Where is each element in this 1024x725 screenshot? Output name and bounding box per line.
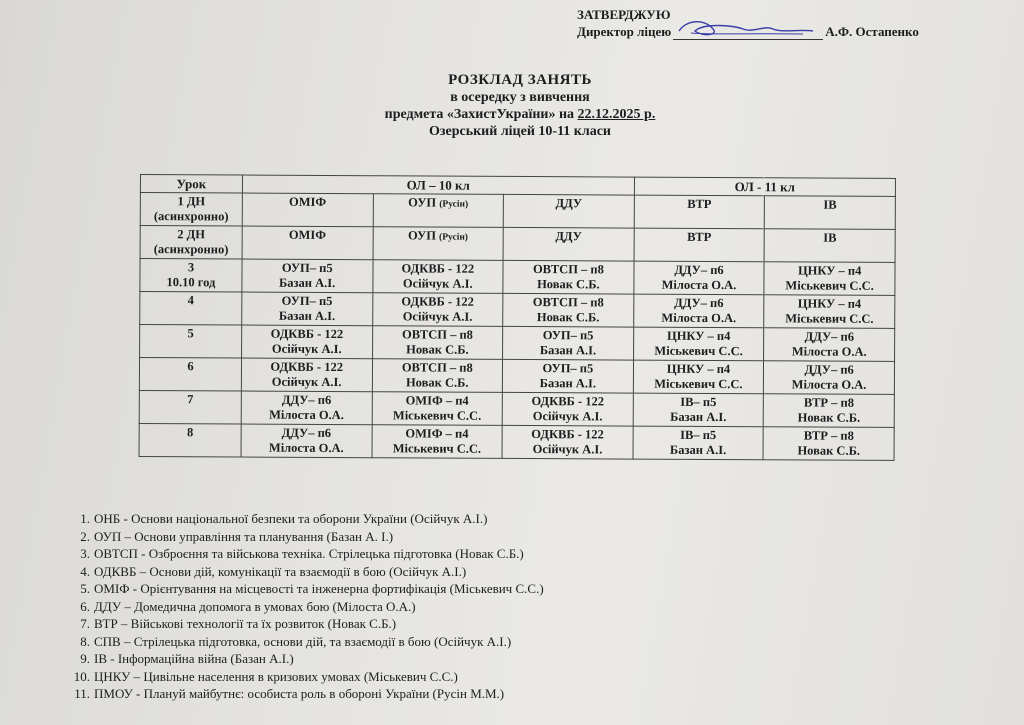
abbreviation-legend (62, 510, 544, 703)
lesson-cell (139, 358, 241, 392)
schedule-cell (503, 227, 634, 261)
teacher-name: Базан А.І. (539, 343, 597, 358)
subject-code: ДДУ– п6 (281, 425, 332, 441)
lesson-number: 1 ДН (асинхронно) (153, 194, 229, 224)
schedule-cell (765, 196, 896, 230)
teacher-note: (Русін) (439, 199, 469, 210)
subject-code: ОВТСП – п8 (532, 295, 604, 310)
lesson-cell (140, 226, 242, 260)
signature (673, 23, 823, 40)
subject-code: ІВ (823, 230, 837, 245)
list-text: ОНБ - Основи національної безпеки та оборони України (Осійчук А.І.) (94, 511, 488, 526)
title-line3-prefix: предмета «ЗахистУкраїни» на (384, 107, 578, 122)
table-row (139, 358, 894, 395)
table-row (139, 423, 894, 460)
list-text: ОУП – Основи управління та планування (Базан А. І.) (94, 528, 394, 544)
schedule-cell (764, 361, 895, 395)
subject-code: ЦНКУ – п4 (797, 296, 862, 311)
subject-label (244, 327, 370, 343)
list-text: ОМІФ - Орієнтування на місцевості та інженерна фортифікація (Міськевич С.С.) (94, 581, 544, 596)
subject-label (506, 196, 632, 212)
subject-label (767, 263, 893, 279)
subject-code: ОДКВБ - 122 (531, 394, 605, 409)
schedule-cell (764, 262, 895, 296)
list-item (80, 510, 544, 528)
subject-code: ВТР – п8 (803, 428, 854, 443)
subject-label (374, 426, 500, 442)
subject-code: ОМІФ (288, 194, 327, 209)
teacher-name: Базан А.І. (670, 409, 727, 425)
subject-code: ОВТСП – п8 (401, 360, 473, 375)
teacher-name: Осійчук А.І. (271, 341, 342, 357)
teacher-name: Новак С.Б. (797, 410, 861, 425)
table-row (140, 325, 895, 362)
subject-label (505, 394, 631, 410)
subject-label (767, 296, 893, 312)
list-number: 4. (80, 563, 90, 579)
schedule-cell (372, 359, 503, 393)
schedule-cell (502, 392, 633, 426)
schedule-cell (503, 359, 634, 393)
subject-code: ОУП– п5 (542, 328, 594, 343)
lesson-cell (140, 193, 242, 227)
schedule-cell (242, 292, 373, 326)
subject-label (506, 262, 632, 278)
teacher-name: Осійчук А.І. (402, 309, 473, 324)
teacher-name: Базан А.І. (669, 442, 727, 458)
lesson-time: 10.10 год (166, 275, 216, 290)
schedule-cell (503, 194, 634, 228)
table-row (140, 193, 895, 230)
schedule-cell (241, 424, 372, 458)
subject-code: ОМІФ – п4 (405, 426, 469, 441)
subject-code: ІВ– п5 (680, 394, 717, 410)
subject-label (505, 361, 631, 377)
teacher-name: Міськевич С.С. (654, 343, 743, 359)
schedule-cell (372, 425, 503, 459)
teacher-name: Новак С.Б. (797, 443, 861, 458)
subject-code: ОДКВБ - 122 (401, 294, 474, 309)
subject-code: ДДУ– п6 (281, 392, 332, 408)
lesson-cell (139, 423, 241, 457)
schedule-cell (241, 391, 372, 425)
subject-code: ОУП– п5 (542, 361, 594, 376)
list-text: СПВ – Стрілецька підготовка, основи дій, та взаємодії в бою (Осійчук А.І.) (94, 633, 512, 649)
list-number: 7. (80, 616, 90, 631)
teacher-name: Осійчук А.І. (532, 409, 603, 424)
schedule-cell (634, 261, 765, 295)
list-number: 6. (80, 598, 90, 614)
schedule-cell (634, 195, 765, 229)
approval-name: А.Ф. Остапенко (825, 24, 919, 39)
subject-label (245, 228, 371, 244)
schedule-table (139, 174, 896, 461)
table-row (140, 292, 895, 329)
teacher-name: Мілоста О.А. (268, 440, 344, 456)
list-item (80, 650, 544, 668)
table-row (140, 226, 895, 263)
subject-code: ІВ (823, 197, 837, 212)
schedule-cell (633, 360, 764, 394)
teacher-name: Мілоста О.А. (269, 407, 344, 423)
schedule-cell (503, 260, 634, 294)
subject-code: ОУП (408, 195, 437, 210)
list-text: ЦНКУ – Цивільне населення в кризових умовах (Міськевич С.С.) (94, 668, 458, 684)
subject-label (767, 230, 893, 246)
list-text: ДДУ – Домедична допомога в умовах бою (Мілоста О.А.) (94, 598, 416, 614)
list-number: 8. (80, 633, 90, 649)
header-lesson: Урок (140, 175, 242, 194)
table-row (139, 390, 894, 427)
subject-label (766, 362, 892, 378)
title-main: РОЗКЛАД ЗАНЯТЬ (448, 72, 592, 88)
document-title (320, 72, 720, 140)
teacher-name: Базан А.І. (539, 376, 597, 391)
teacher-name: Міськевич С.С. (785, 278, 874, 293)
subject-label (636, 296, 762, 312)
subject-label (244, 426, 370, 442)
subject-code: ОДКВБ - 122 (401, 261, 475, 276)
list-number: 2. (80, 528, 90, 544)
list-number: 11. (74, 686, 90, 701)
teacher-name: Осійчук А.І. (402, 276, 473, 291)
lesson-number: 4 (187, 293, 194, 308)
schedule-cell (633, 393, 764, 427)
signature-scribble-icon (673, 17, 823, 39)
subject-label (766, 428, 892, 444)
title-line3 (320, 106, 720, 123)
list-item (73, 668, 544, 686)
schedule-cell (373, 227, 504, 261)
lesson-cell (140, 259, 242, 293)
subject-code: ДДУ– п6 (674, 262, 724, 278)
lesson-number: 3 (187, 260, 195, 275)
approval-heading: ЗАТВЕРДЖУЮ (577, 7, 671, 22)
schedule-cell (242, 226, 373, 260)
subject-code: ОДКВБ - 122 (270, 359, 344, 375)
list-item (80, 545, 544, 563)
list-text: ОВТСП - Озброєння та військова техніка. Стрілецька підготовка (Новак С.Б.) (94, 546, 524, 561)
subject-code: ЦНКУ – п4 (666, 361, 731, 377)
subject-label (375, 228, 501, 246)
subject-label (244, 393, 370, 409)
list-text: ОДКВБ – Основи дій, комунікації та взаємодії в бою (Осійчук А.І.) (94, 563, 467, 579)
teacher-name: Мілоста О.А. (791, 344, 867, 359)
subject-code: ДДУ (555, 229, 582, 244)
schedule-cell (764, 295, 895, 329)
lesson-cell (140, 292, 242, 326)
teacher-name: Новак С.Б. (536, 310, 600, 325)
subject-code: ОДКВБ - 122 (531, 427, 604, 442)
schedule-body (139, 193, 895, 461)
teacher-name: Базан А.І. (278, 308, 336, 324)
schedule-cell (633, 327, 764, 361)
subject-label (375, 195, 501, 213)
subject-label (635, 395, 761, 411)
teacher-name: Новак С.Б. (537, 277, 600, 292)
list-item (80, 528, 544, 546)
subject-label (635, 428, 761, 444)
subject-label (637, 197, 763, 213)
subject-label (374, 393, 500, 409)
schedule-cell (241, 325, 372, 359)
subject-label (375, 294, 501, 310)
table-row (140, 259, 895, 296)
subject-label (374, 360, 500, 376)
schedule-cell (633, 426, 764, 460)
list-text: ВТР – Військові технології та їх розвиток (Новак С.Б.) (94, 616, 397, 631)
teacher-name: Міськевич С.С. (392, 441, 482, 456)
subject-label (766, 395, 892, 411)
approval-block (577, 6, 919, 40)
teacher-name: Новак С.Б. (406, 342, 469, 357)
lesson-number: 2 ДН (асинхронно) (153, 227, 229, 257)
subject-code: ВТР (687, 196, 712, 211)
subject-code: ОУП (407, 228, 436, 243)
teacher-name: Мілоста О.А. (791, 377, 867, 392)
schedule-cell (372, 293, 503, 327)
subject-label (505, 427, 631, 443)
teacher-name: Осійчук А.І. (271, 374, 342, 390)
subject-code: ОВТСП – п8 (401, 327, 473, 342)
subject-code: ОУП– п5 (281, 293, 333, 309)
subject-code: ДДУ– п6 (674, 295, 724, 311)
subject-label (244, 261, 370, 277)
subject-label (375, 327, 501, 343)
teacher-name: Міськевич С.С. (654, 376, 743, 392)
list-item (74, 685, 544, 703)
header-group-10: ОЛ – 10 кл (242, 175, 634, 195)
schedule-cell (372, 260, 503, 294)
subject-code: ДДУ– п6 (804, 329, 855, 344)
list-number: 1. (80, 511, 90, 526)
schedule-cell (764, 394, 895, 428)
lesson-number: 6 (187, 359, 194, 374)
subject-label (636, 263, 762, 279)
subject-label (767, 197, 893, 213)
list-item (80, 615, 544, 633)
subject-code: ЦНКУ – п4 (797, 263, 862, 278)
teacher-name: Мілоста О.А. (661, 310, 737, 326)
schedule-cell (764, 328, 895, 362)
subject-label (244, 360, 370, 376)
schedule-cell (372, 326, 503, 360)
teacher-name: Міськевич С.С. (785, 311, 874, 326)
list-number: 10. (73, 668, 90, 684)
subject-code: ОМІФ (288, 227, 327, 242)
lesson-cell (140, 325, 242, 359)
subject-label (244, 294, 370, 310)
teacher-name: Осійчук А.І. (532, 442, 603, 457)
subject-code: ОВТСП – п8 (532, 262, 604, 277)
teacher-name: Новак С.Б. (405, 375, 469, 390)
subject-code: ОДКВБ - 122 (270, 326, 344, 342)
subject-label (636, 230, 762, 246)
list-text: ІВ - Інформаційна війна (Базан А.І.) (94, 651, 294, 666)
subject-label (506, 229, 632, 245)
subject-code: ВТР (687, 229, 712, 244)
schedule-cell (634, 228, 765, 262)
subject-code: ДДУ (555, 196, 583, 211)
list-number: 5. (80, 581, 90, 596)
teacher-note: (Русін) (439, 232, 469, 243)
subject-code: ІВ– п5 (680, 427, 717, 443)
subject-label (636, 329, 762, 345)
subject-label (766, 329, 892, 345)
schedule-cell (242, 193, 373, 227)
teacher-name: Базан А.І. (278, 275, 336, 291)
list-item (80, 633, 544, 651)
subject-label (245, 195, 371, 211)
subject-label (505, 328, 631, 344)
list-number: 9. (80, 651, 90, 666)
list-item (80, 580, 544, 598)
schedule-cell (372, 392, 503, 426)
list-item (80, 598, 544, 616)
subject-code: ЦНКУ – п4 (666, 328, 731, 344)
subject-label (636, 362, 762, 378)
schedule-cell (242, 259, 373, 293)
schedule-cell (373, 194, 504, 228)
approval-position: Директор ліцею (577, 24, 672, 39)
schedule-cell (241, 358, 372, 392)
list-text: ПМОУ - Плануй майбутнє: особиста роль в обороні України (Русін М.М.) (94, 686, 505, 701)
subject-code: ВТР – п8 (803, 395, 855, 410)
subject-code: ОМІФ – п4 (405, 393, 469, 408)
title-date: 22.12.2025 р. (577, 107, 656, 122)
subject-code: ДДУ– п6 (804, 362, 854, 377)
schedule-cell (763, 427, 894, 461)
lesson-number: 5 (187, 326, 194, 341)
lesson-cell (139, 390, 241, 424)
lesson-number: 7 (187, 392, 194, 407)
subject-label (505, 295, 631, 311)
subject-label (375, 261, 501, 277)
list-item (80, 563, 544, 581)
schedule-cell (503, 293, 634, 327)
lesson-number: 8 (186, 425, 194, 440)
schedule-cell (502, 425, 633, 459)
subject-code: ОУП– п5 (281, 260, 333, 276)
schedule-cell (764, 229, 895, 263)
schedule-cell (503, 326, 634, 360)
teacher-name: Міськевич С.С. (392, 408, 482, 423)
title-line2: в осередку з вивчення (450, 90, 590, 105)
teacher-name: Мілоста О.А. (661, 277, 737, 293)
schedule-cell (633, 294, 764, 328)
header-group-11: ОЛ - 11 кл (634, 177, 895, 196)
title-line4: Озерський ліцей 10-11 класи (428, 124, 611, 139)
list-number: 3. (80, 546, 90, 561)
approval-signature-line (577, 23, 919, 40)
